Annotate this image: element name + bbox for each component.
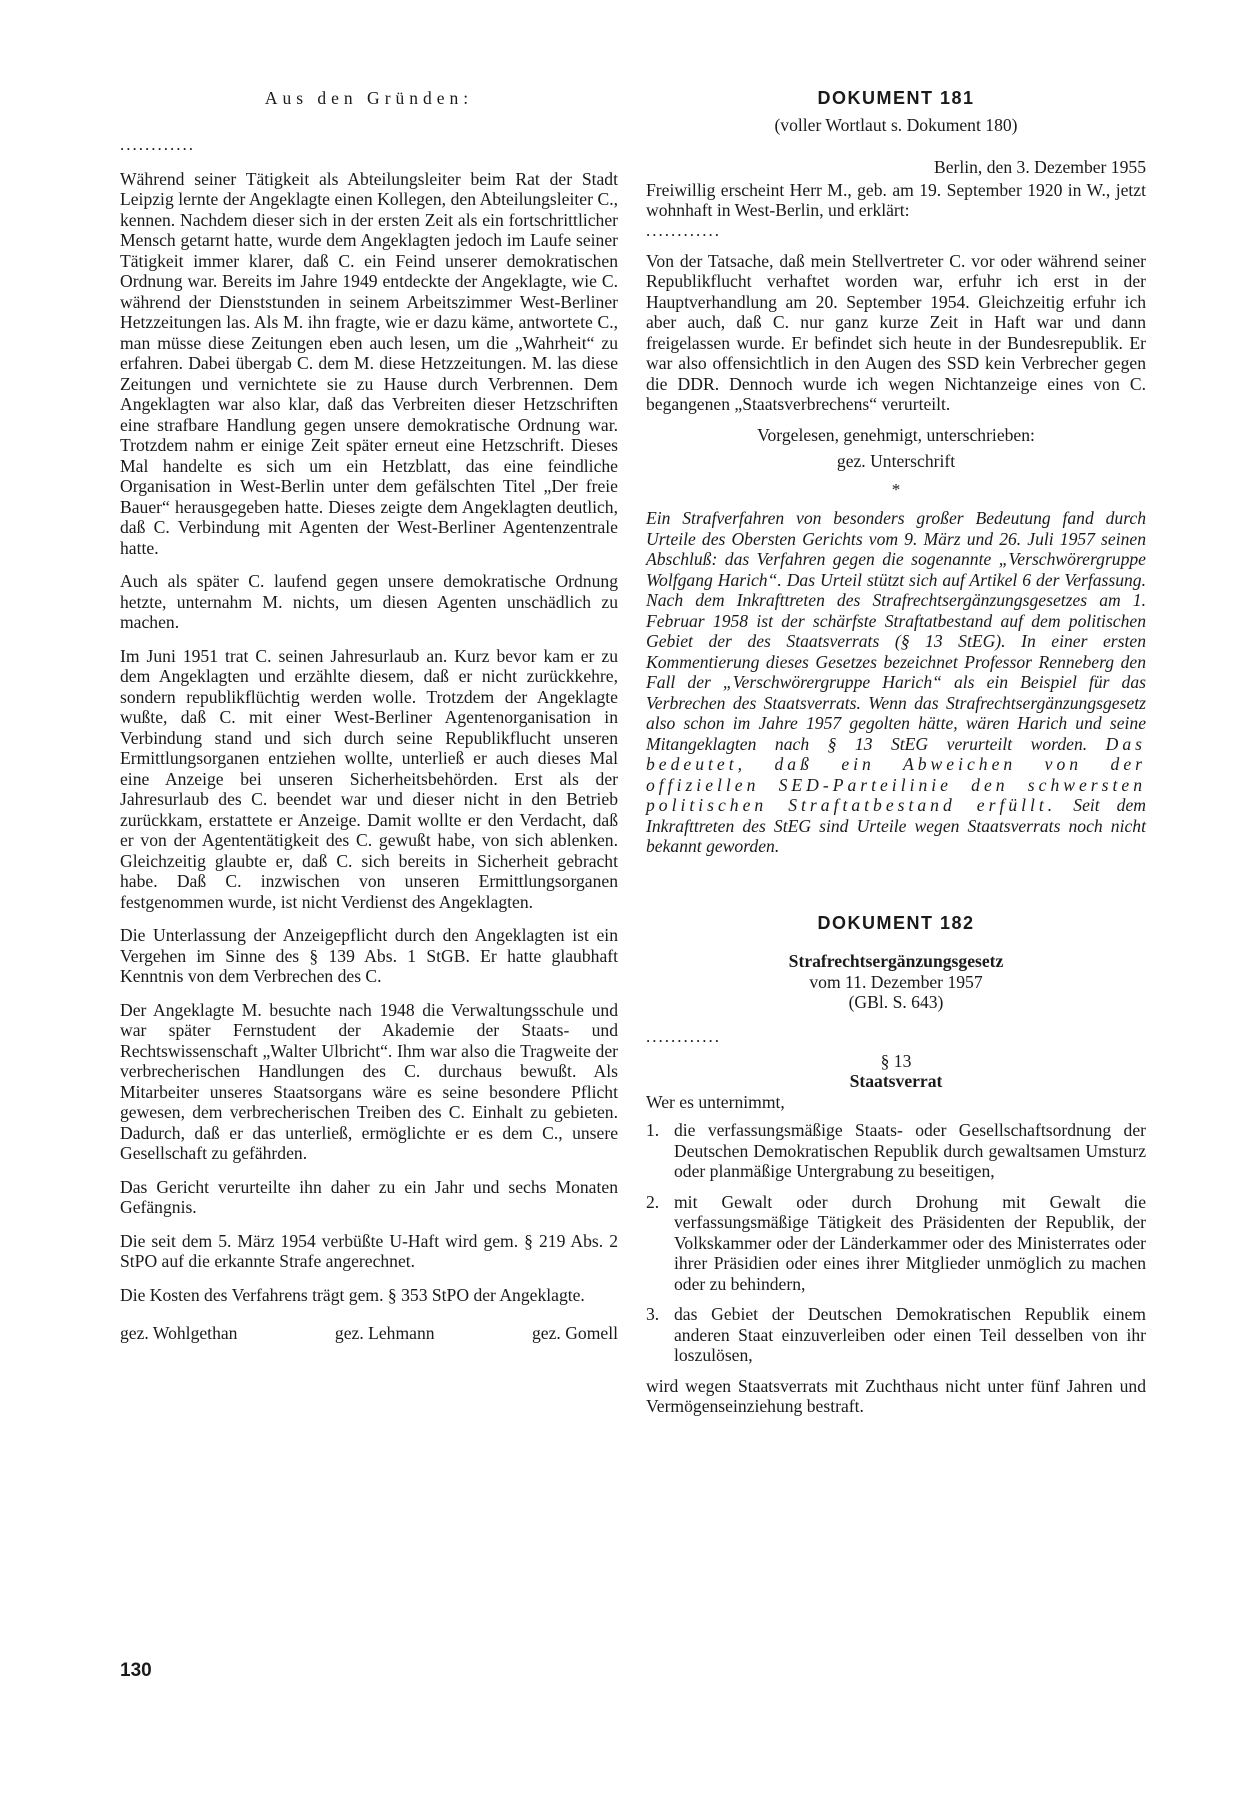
offence-list [646, 1120, 1146, 1366]
paragraph: Im Juni 1951 trat C. seinen Jahresurlaub an. Kurz bevor kam er zu dem Angeklagten und erzählte diesem, daß er nicht zurückkehre, sondern republikflüchtig werden wolle. Trotzdem der Angeklagte wußte, daß C. mit einer West-Berliner Agentenorganisation in Verbindung stand und sich durch seine Republikflucht unseren Ermittlungsorganen entziehen wollte, unterließ er auch dieses Mal eine Anzeige bei unseren Sicherheitsbehörden. Erst als der Jahresurlaub des C. beendet war und dieser nicht in den Betrieb zurückkam, erstattete er Anzeige. Damit wollte er den Verdacht, daß er von der Agententätigkeit des C. gewußt habe, von sich ablenken. Gleichzeitig glaubte er, daß C. sich bereits in Sicherheit gebracht habe. Daß C. inzwischen von unseren Ermittlungsorganen festgenommen wurde, ist nicht Verdienst des Angeklagten. [120, 645, 618, 912]
list-item [646, 1192, 1146, 1295]
document-181-signature: gez. Unterschrift [836, 451, 956, 471]
paragraph: Die seit dem 5. März 1954 verbüßte U-Haft wird gem. § 219 Abs. 2 StPO auf die erkannte Strafe angerechnet. [120, 1230, 618, 1271]
paragraph: Die Unterlassung der Anzeigepflicht durch den Angeklagten ist ein Vergehen im Sinne des § 139 Abs. 1 StGB. Er hatte glaubhaft Kenntnis von dem Verbrechen des C. [120, 925, 618, 986]
commentary-emphasis: Das bedeutet, daß ein Abweichen von der offiziellen SED-Parteilinie den schwersten politischen Straftatbestand erfüllt. [646, 733, 1146, 815]
signature-row [120, 1323, 618, 1344]
penalty-clause: wird wegen Staatsverrats mit Zuchthaus nicht unter fünf Jahren und Vermögenseinziehung bestraft. [646, 1375, 1146, 1416]
paragraph: Während seiner Tätigkeit als Abteilungsleiter beim Rat der Stadt Leipzig lernte der Angeklagte einen Kollegen, den Abteilungsleiter C., kennen. Nachdem dieser sich in der ersten Zeit als ein fortschrittlicher Mensch getarnt hatte, wurde dem Angeklagten jedoch im Laufe seiner Tätigkeit immer klarer, daß C. ein Feind unserer demokratischen Ordnung war. Bereits im Jahre 1949 entdeckte der Angeklagte, wie C. während der Dienststunden in seinem Arbeitszimmer West-Berliner Hetzzeitungen las. Als M. ihn fragte, wie er dazu käme, antwortete C., man müsse diese Zeitungen eben auch lesen, um die „Wahrheit“ zu erfahren. Dabei übergab C. dem M. diese Hetzzeitungen. M. las diese Zeitungen und vernichtete sie zu Hause durch Verbrennen. Dem Angeklagten war also klar, daß das Verbreiten dieser Hetzschriften eine strafbare Handlung gegen unsere demokratische Ordnung war. Trotzdem nahm er einige Zeit später erneut eine Hetzschrift. Dieses Mal handelte es sich um ein Hetzblatt, das eine feindliche Organisation in West-Berlin unter dem gefälschten Titel „Der freie Bauer“ herausgegeben hatte. Dieses zeigte dem Angeklagten deutlich, daß C. Verbindung mit Agenten der West-Berliner Agentenzentrale hatte. [120, 168, 618, 558]
commentary [646, 508, 1146, 857]
commentary-text: Seit dem Inkrafttreten des StEG sind Urteile wegen Staatsverrats noch nicht bekannt geworden. [646, 795, 1146, 856]
list-number: 3. [646, 1304, 660, 1324]
document-181-statement: Von der Tatsache, daß mein Stellvertreter C. vor oder während seiner Republikflucht verhaftet worden war, erfuhr ich erst in der Hauptverhandlung am 20. September 1954. Gleichzeitig erfuhr ich aber auch, daß C. nur ganz kurze Zeit in Haft war und dann freigelassen wurde. Er befindet sich heute in der Bundesrepublik. Er war also offensichtlich in den Augen des SSD kein Verbrecher gegen die DDR. Dennoch wurde ich wegen Nichtanzeige eines von C. begangenen „Staatsverbrechens“ verurteilt. [646, 250, 1146, 414]
law-source: (GBl. S. 643) [848, 992, 944, 1012]
document-181-intro: Freiwillig erscheint Herr M., geb. am 19. September 1920 in W., jetzt wohnhaft in West-Berlin, und erklärt: [646, 179, 1146, 220]
omission-dots: ............ [646, 1026, 721, 1046]
left-column [120, 88, 618, 1344]
section-number: § 13 [880, 1050, 912, 1071]
list-text: die verfassungsmäßige Staats- oder Gesellschaftsordnung der Deutschen Demokratischen Republik durch gewaltsamen Umsturz oder planmäßige Untergrabung zu beseitigen, [674, 1120, 1146, 1181]
omission-dots: ............ [120, 134, 195, 154]
list-item [646, 1304, 1146, 1366]
right-column [646, 88, 1146, 1417]
page-number: 130 [120, 1660, 152, 1681]
list-text: das Gebiet der Deutschen Demokratischen Republik einem anderen Staat einzuverleiben oder einen Teil desselben von ihr loszulösen, [674, 1304, 1146, 1365]
lead-in: Wer es unternimmt, [646, 1091, 785, 1112]
document-182-title: DOKUMENT 182 [817, 912, 975, 933]
signature: gez. Lehmann [334, 1323, 435, 1343]
section-title: Staatsverrat [849, 1071, 943, 1091]
paragraph: Die Kosten des Verfahrens trägt gem. § 353 StPO der Angeklagte. [120, 1284, 585, 1305]
document-181-read-note: Vorgelesen, genehmigt, unterschrieben: [757, 424, 1035, 445]
signature: gez. Wohlgethan [120, 1323, 238, 1343]
paragraph: Auch als später C. laufend gegen unsere demokratische Ordnung hetzte, unternahm M. nichts, um diesen Agenten unschädlich zu machen. [120, 571, 618, 632]
list-number: 2. [646, 1191, 660, 1212]
paragraph: Das Gericht verurteilte ihn daher zu ein Jahr und sechs Monaten Gefängnis. [120, 1176, 618, 1217]
law-date: vom 11. Dezember 1957 [809, 971, 983, 992]
list-item [646, 1120, 1146, 1182]
list-number: 1. [646, 1120, 660, 1140]
law-name: Strafrechtsergänzungsgesetz [788, 951, 1004, 971]
document-181-title: DOKUMENT 181 [817, 88, 975, 108]
commentary-text: Ein Strafverfahren von besonders großer Bedeutung fand durch Urteile des Obersten Gerichts vom 9. März und 26. Juli 1957 seinen Abschluß: das Verfahren gegen die sogenannte „Verschwörergruppe Wolfgang Harich“. Das Urteil stützt sich auf Artikel 6 der Verfassung. Nach dem Inkrafttreten des Strafrechtsergänzungsgesetzes am 1. Februar 1958 ist der schärfste Straftatbestand auf dem politischen Gebiet der des Staatsverrats (§ 13 StEG). In einer ersten Kommentierung dieses Gesetzes bezeichnet Professor Renneberg den Fall der „Verschwörergruppe Harich“ als ein Beispiel für das Verbrechen des Staatsverrats. Wenn das Strafrechtsergänzungsgesetz also schon im Jahre 1957 gegolten hätte, wären Harich und seine Mitangeklagten nach § 13 StEG verurteilt worden. [646, 508, 1146, 754]
document-181-subtitle: (voller Wortlaut s. Dokument 180) [774, 114, 1018, 135]
signature: gez. Gomell [532, 1323, 618, 1343]
section-star: * [891, 479, 901, 499]
document-181-date: Berlin, den 3. Dezember 1955 [933, 157, 1146, 177]
paragraph: Der Angeklagte M. besuchte nach 1948 die Verwaltungsschule und war später Fernstudent der Akademie der Staats- und Rechtswissenschaft „Walter Ulbricht“. Ihm war also die Tragweite der verbrecherischen Handlungen des C. durchaus bewußt. Als Mitarbeiter unseres Staatsorgans wäre es seine besondere Pflicht gewesen, dem verbrecherischen Treiben des C. Einhalt zu gebieten. Dadurch, daß er das unterließ, ermöglichte er es dem C., unsere Gesellschaft zu gefährden. [120, 999, 618, 1163]
omission-dots: ............ [646, 220, 721, 240]
list-text: mit Gewalt oder durch Drohung mit Gewalt die verfassungsmäßige Tätigkeit des Präsidenten der Republik, der Volkskammer oder der Länderkammer oder des Ministerrates oder ihrer Präsidien oder eines ihrer Mitglieder unmöglich zu machen oder zu behindern, [674, 1191, 1146, 1294]
reasons-heading: Aus den Gründen: [264, 88, 474, 108]
